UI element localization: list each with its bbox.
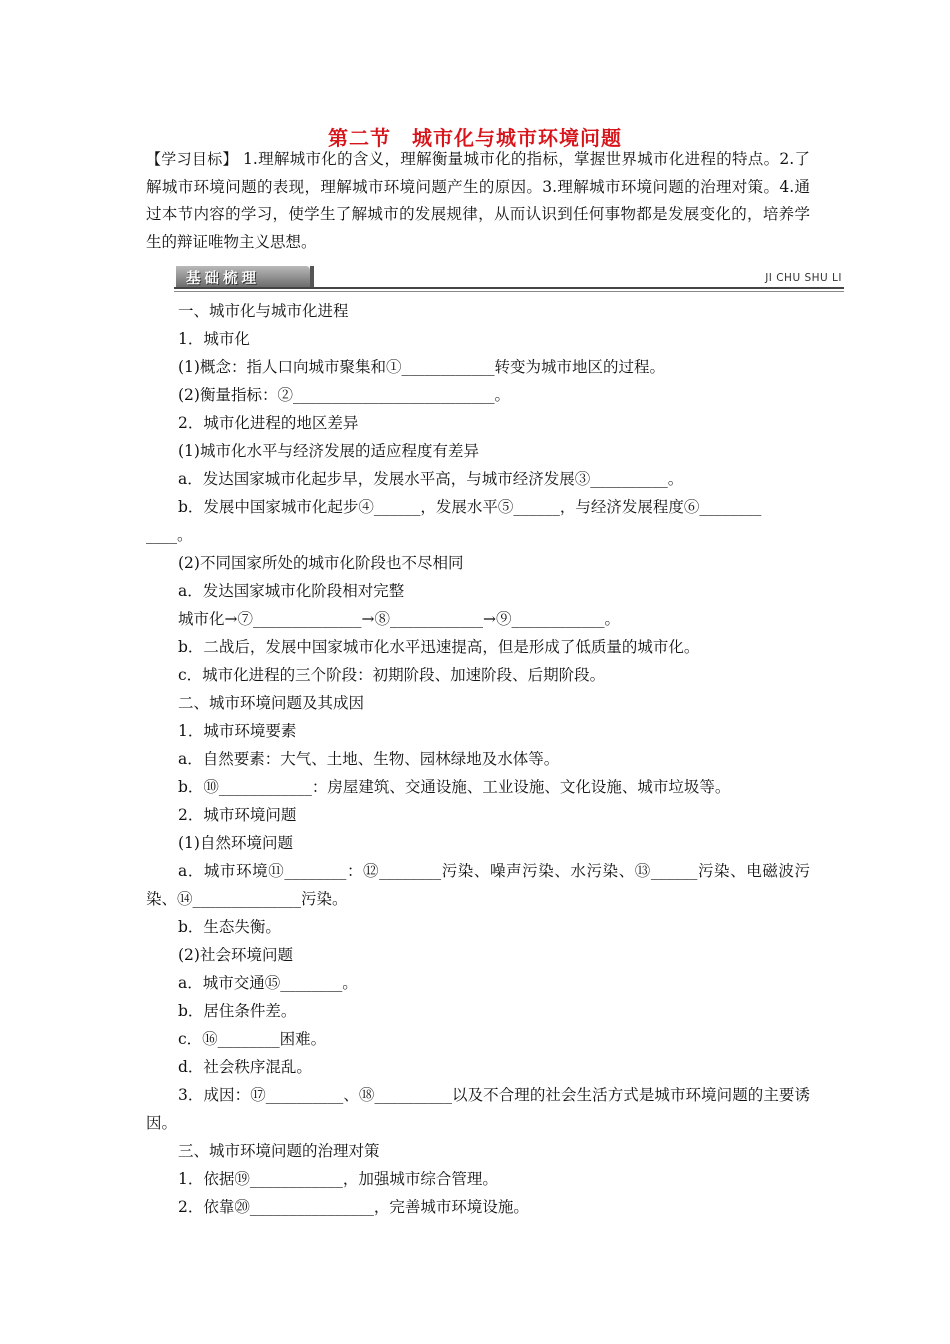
subsection-heading: 2．城市化进程的地区差异 bbox=[178, 414, 359, 432]
fill-blank-paragraph: 3．成因：⑰__________、⑱__________以及不合理的社会生活方式是城市环境问题的主要诱因。 bbox=[146, 1086, 810, 1132]
content-body bbox=[146, 297, 810, 1221]
banner-pinyin: JI CHU SHU LI bbox=[765, 272, 842, 284]
learning-objectives bbox=[146, 146, 810, 256]
subsection-heading: 1．城市环境要素 bbox=[178, 722, 297, 740]
fill-blank-line: a．城市交通⑮________。 bbox=[178, 974, 358, 992]
text-line: d．社会秩序混乱。 bbox=[178, 1058, 312, 1076]
text-line: a．发达国家城市化阶段相对完整 bbox=[178, 582, 405, 600]
fill-blank-paragraph: a．城市环境⑪________：⑫________污染、噪声污染、水污染、⑬______污染、电磁波污染、⑭______________污染。 bbox=[146, 862, 810, 908]
text-line: a．自然要素：大气、土地、生物、园林绿地及水体等。 bbox=[178, 750, 560, 768]
text-line: c．城市化进程的三个阶段：初期阶段、加速阶段、后期阶段。 bbox=[178, 666, 606, 684]
section-heading: 三、城市环境问题的治理对策 bbox=[178, 1142, 380, 1160]
fill-blank-line: b．⑩____________：房屋建筑、交通设施、工业设施、文化设施、城市垃圾等。 bbox=[178, 778, 731, 796]
banner-rule bbox=[174, 287, 844, 289]
fill-blank-line: 城市化→⑦______________→⑧____________→⑨____________。 bbox=[178, 610, 620, 628]
subsection-heading: 2．城市环境问题 bbox=[178, 806, 297, 824]
text-line: (1)城市化水平与经济发展的适应程度有差异 bbox=[178, 442, 479, 460]
text-line: b．二战后，发展中国家城市化水平迅速提高，但是形成了低质量的城市化。 bbox=[178, 638, 700, 656]
fill-blank-line: b．发展中国家城市化起步④______，发展水平⑤______，与经济发展程度⑥________ bbox=[178, 498, 762, 516]
fill-blank-line-continued: ____。 bbox=[146, 526, 193, 544]
banner-rule-thin bbox=[174, 291, 844, 292]
section-heading: 二、城市环境问题及其成因 bbox=[178, 694, 365, 712]
text-line: (1)自然环境问题 bbox=[178, 834, 293, 852]
objectives-tag: 【学习目标】 bbox=[146, 150, 238, 168]
fill-blank-line: 1．依据⑲____________，加强城市综合管理。 bbox=[178, 1170, 498, 1188]
fill-blank-line: 2．依靠⑳________________，完善城市环境设施。 bbox=[178, 1198, 529, 1216]
text-line: b．居住条件差。 bbox=[178, 1002, 297, 1020]
subsection-heading: 1．城市化 bbox=[178, 330, 250, 348]
text-line: (2)社会环境问题 bbox=[178, 946, 293, 964]
section-banner bbox=[174, 266, 844, 294]
banner-notch bbox=[310, 266, 314, 287]
text-line: (2)不同国家所处的城市化阶段也不尽相同 bbox=[178, 554, 464, 572]
objectives-text: 1.理解城市化的含义，理解衡量城市化的指标，掌握世界城市化进程的特点。2.了解城市环境问题的表现，理解城市环境问题产生的原因。3.理解城市环境问题的治理对策。4.通过本节内容的学习，使学生了解城市的发展规律，从而认识到任何事物都是发展变化的，培养学生的辩证唯物主义思想。 bbox=[146, 150, 810, 251]
text-line: b．生态失衡。 bbox=[178, 918, 281, 936]
fill-blank-line: (1)概念：指人口向城市聚集和①____________转变为城市地区的过程。 bbox=[178, 358, 665, 376]
fill-blank-line: a．发达国家城市化起步早，发展水平高，与城市经济发展③__________。 bbox=[178, 470, 684, 488]
banner-box bbox=[176, 266, 310, 287]
fill-blank-line: c．⑯________困难。 bbox=[178, 1030, 327, 1048]
banner-label: 基础梳理 bbox=[186, 271, 260, 287]
page-title: 第二节 城市化与城市环境问题 bbox=[328, 126, 622, 150]
fill-blank-line: (2)衡量指标：②__________________________。 bbox=[178, 386, 510, 404]
section-heading: 一、城市化与城市化进程 bbox=[178, 302, 349, 320]
